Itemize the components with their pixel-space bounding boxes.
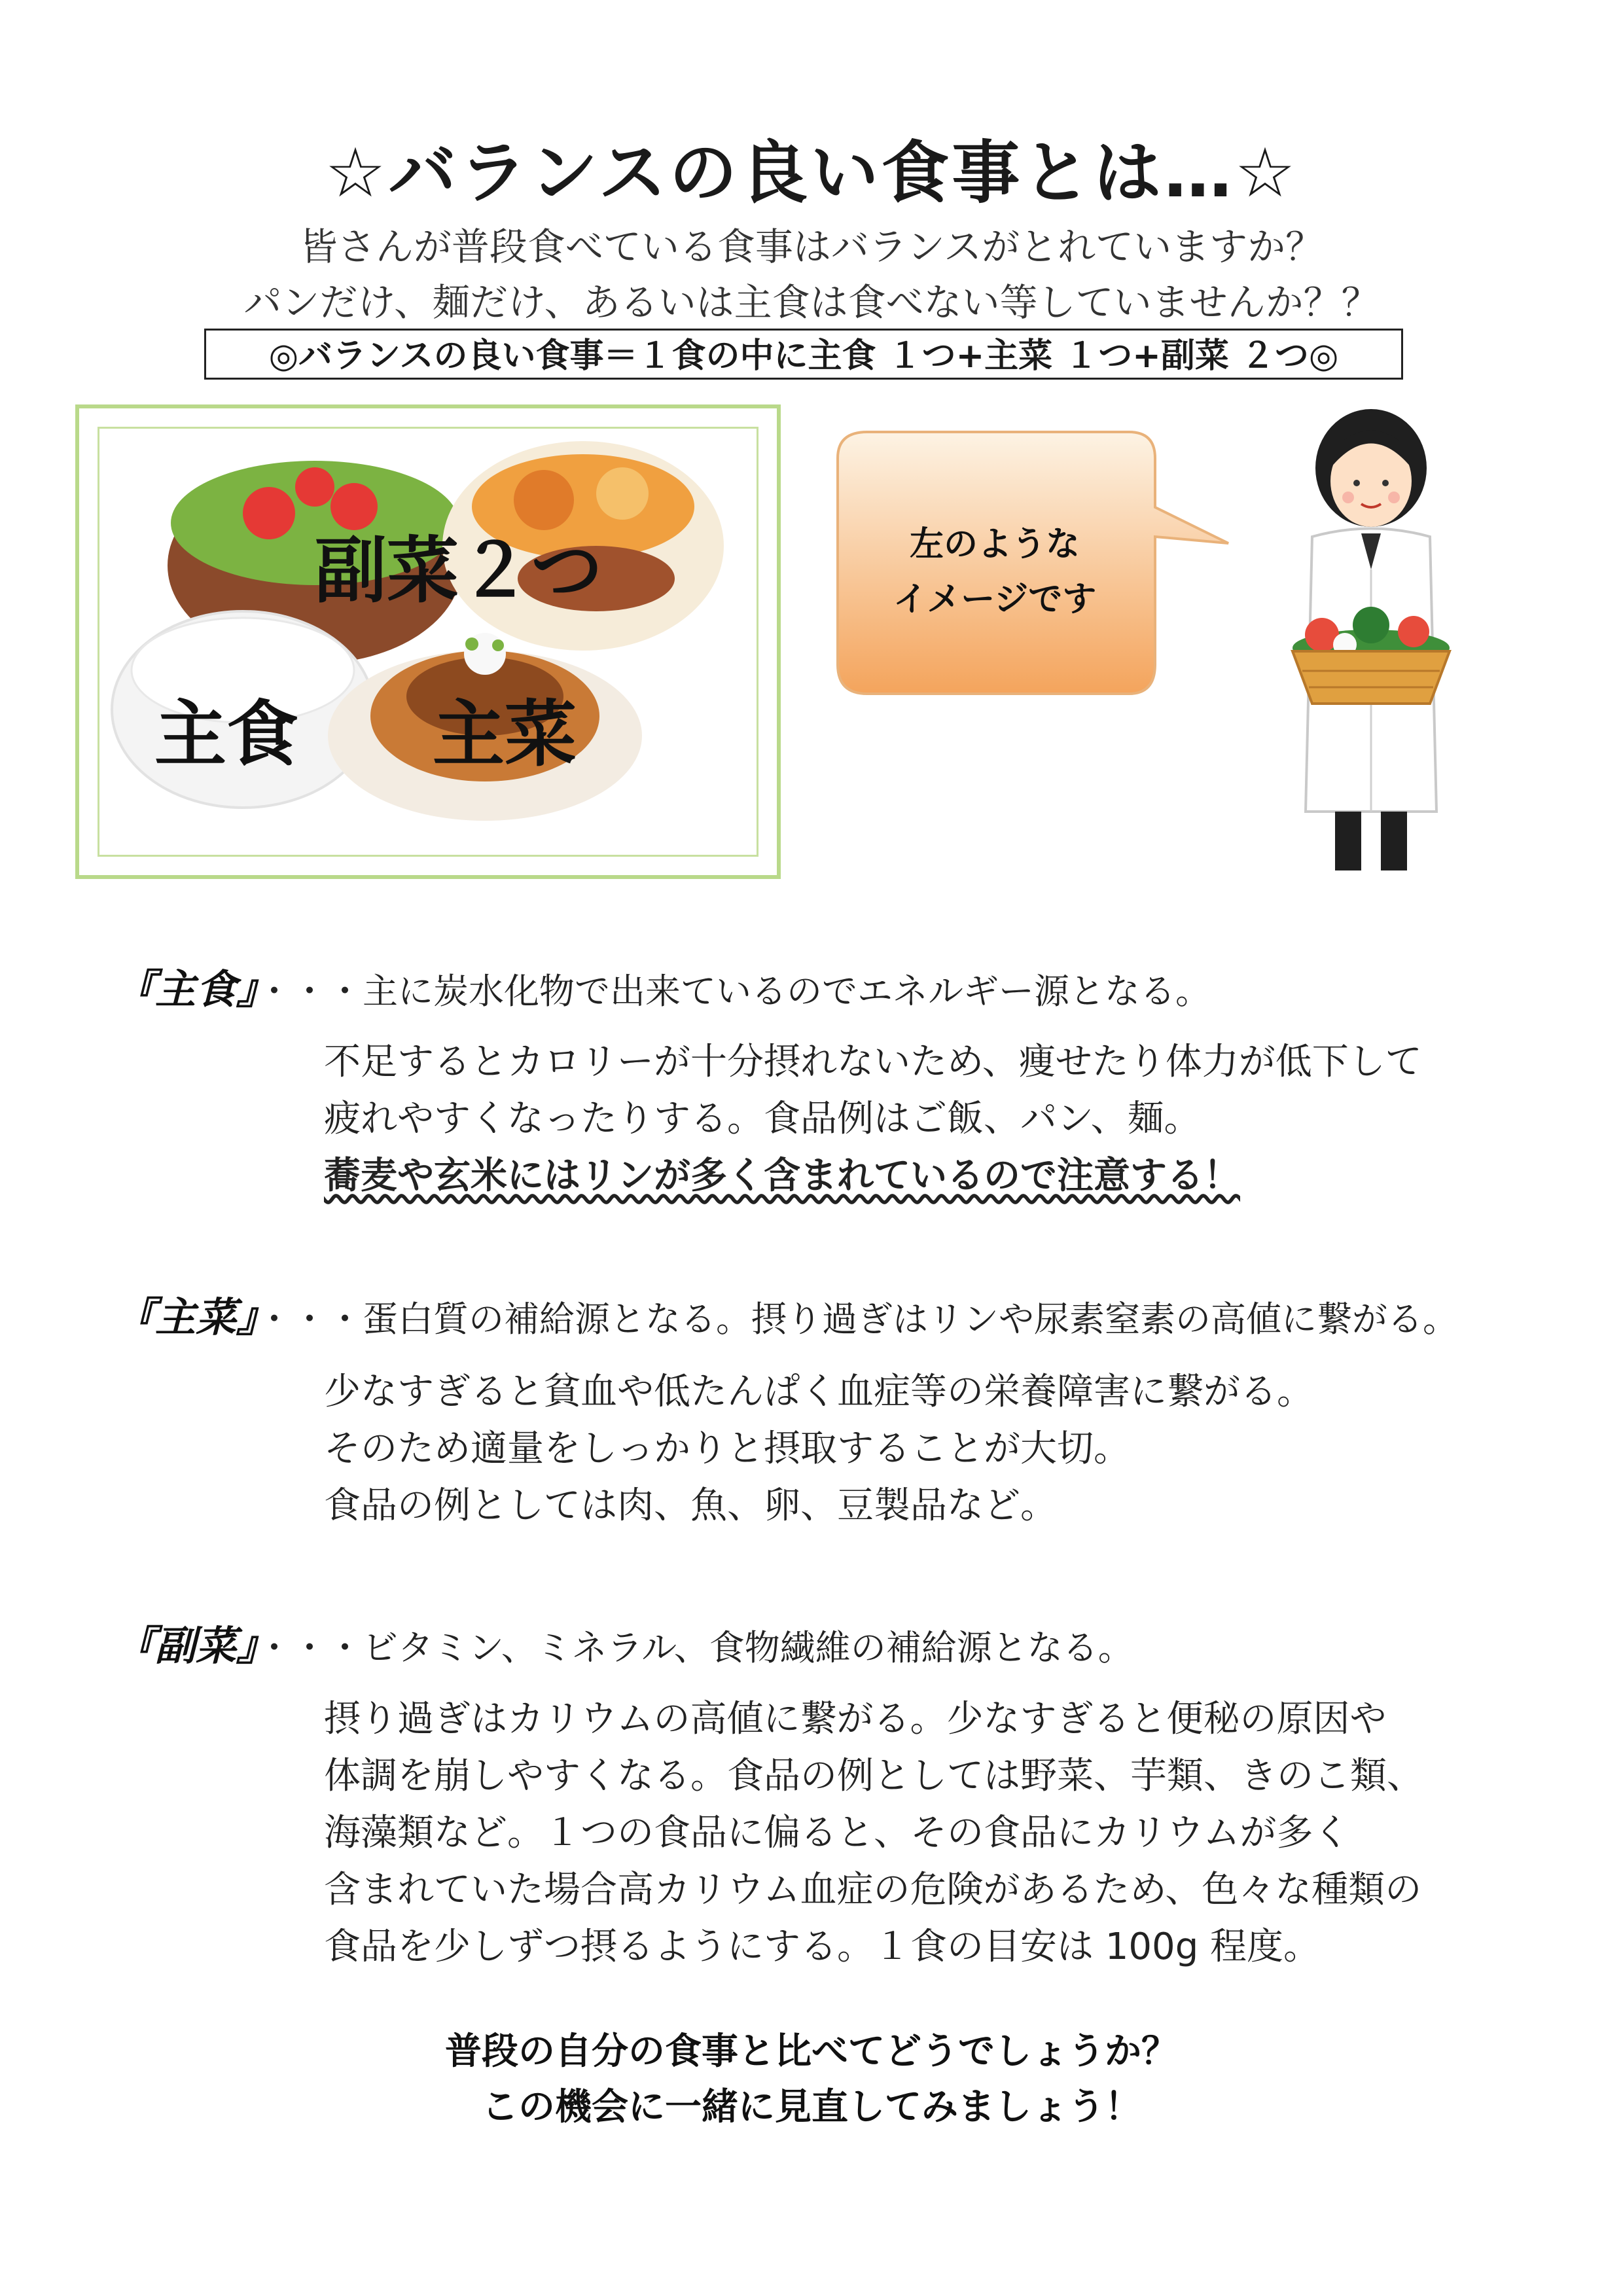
staple-food-warning: 蕎麦や玄米にはリンが多く含まれているので注意する！ xyxy=(324,1155,1240,1197)
closing-line-1: 普段の自分の食事と比べてどうでしょうか？ xyxy=(445,2030,1178,2073)
page-title: ☆バランスの良い食事とは…☆ xyxy=(325,133,1298,213)
side-dish-body-line-3: 海藻類など。１つの食品に偏ると、その食品にカリウムが多く xyxy=(324,1812,1350,1854)
label-staple-food: 主食 xyxy=(154,692,298,776)
section-dots: ・・・ xyxy=(257,1299,363,1340)
main-dish-body-line-1: 少なすぎると貧血や低たんぱく血症等の栄養障害に繋がる。 xyxy=(324,1371,1313,1413)
side-dish-body-line-5: 食品を少しずつ摂るようにする。１食の目安は 100g 程度。 xyxy=(324,1926,1321,1968)
side-dish-body-line-1: 摂り過ぎはカリウムの高値に繋がる。少なすぎると便秘の原因や xyxy=(324,1698,1387,1740)
speech-bubble-line-1: 左のような xyxy=(909,525,1080,564)
label-side-dish: 副菜２つ xyxy=(315,529,603,613)
meal-illustration-panel xyxy=(75,404,781,879)
intro-line-1: 皆さんが普段食べている食事はバランスがとれていますか？ xyxy=(299,224,1324,269)
main-dish-body-line-3: 食品の例としては肉、魚、卵、豆製品など。 xyxy=(324,1484,1057,1527)
section-main-dish xyxy=(115,1285,1458,1343)
intro-line-2: パンだけ、麺だけ、あるいは主食は食べない等していませんか？？ xyxy=(243,280,1380,325)
section-heading: 『主食』 xyxy=(115,965,257,1013)
staple-food-body-line-1: 不足するとカロリーが十分摂れないため、痩せたり体力が低下して xyxy=(324,1041,1422,1083)
section-heading: 『主菜』 xyxy=(115,1293,257,1341)
main-dish-body-line-2: そのため適量をしっかりと摂取することが大切。 xyxy=(324,1427,1130,1470)
section-dots: ・・・ xyxy=(257,1627,363,1668)
balanced-meal-formula: ◎バランスの良い食事＝１食の中に主食 １つ+主菜 １つ+副菜 ２つ◎ xyxy=(204,329,1403,380)
speech-bubble-line-2: イメージです xyxy=(893,580,1097,619)
speech-bubble-text xyxy=(851,517,1139,627)
meal-dishes-illustration xyxy=(79,408,777,875)
label-main-dish: 主菜 xyxy=(433,692,577,776)
closing-line-2: この機会に一緒に見直してみましょう！ xyxy=(482,2086,1141,2128)
section-heading: 『副菜』 xyxy=(115,1622,257,1670)
staple-food-body-line-2: 疲れやすくなったりする。食品例はご飯、パン、麺。 xyxy=(324,1098,1201,1140)
section-staple-food xyxy=(115,957,1211,1015)
section-dots: ・・・ xyxy=(257,971,363,1012)
section-lead: ビタミン、ミネラル、食物繊維の補給源となる。 xyxy=(363,1627,1133,1668)
section-side-dish xyxy=(115,1613,1133,1672)
section-lead: 主に炭水化物で出来ているのでエネルギー源となる。 xyxy=(363,971,1211,1012)
side-dish-body-line-4: 含まれていた場合高カリウム血症の危険があるため、色々な種類の xyxy=(324,1869,1422,1911)
side-dish-body-line-2: 体調を崩しやすくなる。食品の例としては野菜、芋類、きのこ類、 xyxy=(324,1755,1423,1797)
section-lead: 蛋白質の補給源となる。摂り過ぎはリンや尿素窒素の高値に繋がる。 xyxy=(363,1299,1459,1340)
dietitian-icon xyxy=(1263,406,1479,884)
